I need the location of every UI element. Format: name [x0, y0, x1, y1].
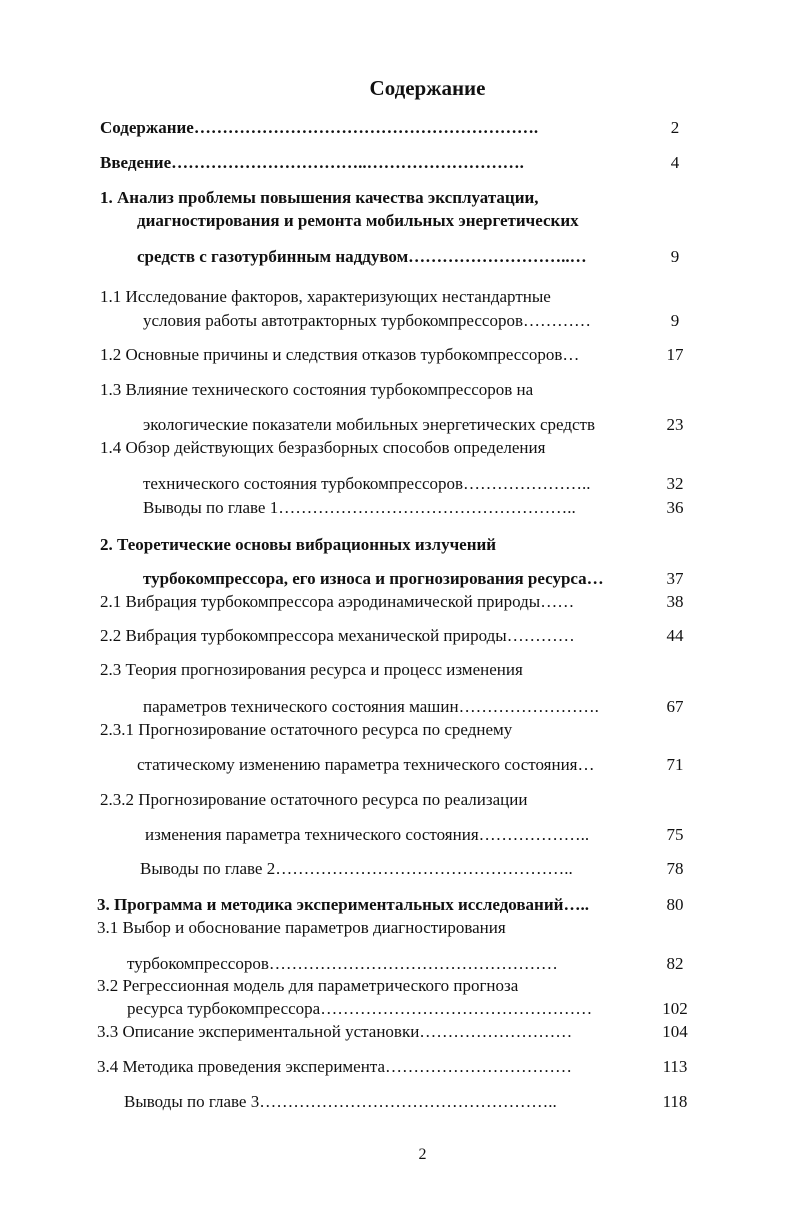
toc-entry-page: 118 — [662, 1092, 688, 1111]
toc-entry-text: экологические показатели мобильных энергетических средств — [143, 415, 595, 434]
toc-entry-page: 4 — [670, 153, 680, 172]
toc-entry-text: 1.1 Исследование факторов, характеризующих нестандартные — [100, 287, 551, 306]
toc-entry-text: 2.3.2 Прогнозирование остаточного ресурса по реализации — [100, 790, 528, 809]
toc-entry-text: статическому изменению параметра технического состояния… — [137, 755, 595, 774]
toc-entry-text: 1.2 Основные причины и следствия отказов турбокомпрессоров… — [100, 345, 580, 364]
page-title: Содержание — [369, 76, 486, 100]
toc-entry-text: 1.4 Обзор действующих безразборных способов определения — [100, 438, 546, 457]
toc-entry-page: 71 — [666, 755, 684, 774]
toc-entry-text: турбокомпрессора, его износа и прогнозирования ресурса… — [143, 569, 604, 588]
toc-entry-page: 44 — [666, 626, 684, 645]
toc-entry-text: 2.3.1 Прогнозирование остаточного ресурса по среднему — [100, 720, 513, 739]
toc-entry-text: изменения параметра технического состояния……………….. — [145, 825, 590, 844]
toc-entry-page: 9 — [670, 311, 680, 330]
toc-entry-page: 113 — [662, 1057, 688, 1076]
toc-entry-text: 2.3 Теория прогнозирования ресурса и процесс изменения — [100, 660, 523, 679]
toc-entry-text: технического состояния турбокомпрессоров………………….. — [143, 474, 591, 493]
toc-entry-page: 2 — [670, 118, 680, 137]
toc-entry-page: 67 — [666, 697, 684, 716]
toc-entry-text: Введение……………………………..………………………. — [100, 153, 524, 172]
toc-entry-page: 37 — [666, 569, 684, 588]
toc-entry-text: ресурса турбокомпрессора………………………………………… — [127, 999, 593, 1018]
toc-entry-text: условия работы автотракторных турбокомпрессоров………… — [143, 311, 591, 330]
toc-entry-text: 1. Анализ проблемы повышения качества эксплуатации, — [100, 188, 539, 207]
toc-entry-text: параметров технического состояния машин……………………. — [143, 697, 599, 716]
toc-entry-text: 3.4 Методика проведения эксперимента…………………………… — [97, 1057, 573, 1076]
toc-entry-text: 3.1 Выбор и обоснование параметров диагностирования — [97, 918, 506, 937]
toc-entry-page: 23 — [666, 415, 684, 434]
toc-entry-page: 38 — [666, 592, 684, 611]
toc-entry-text: турбокомпрессоров…………………………………………… — [127, 954, 558, 973]
page-number: 2 — [418, 1146, 427, 1163]
toc-entry-page: 17 — [666, 345, 684, 364]
toc-entry-text: Выводы по главе 2…………………………………………….. — [140, 859, 573, 878]
toc-entry-page: 104 — [662, 1022, 688, 1041]
toc-entry-text: 2. Теоретические основы вибрационных излучений — [100, 535, 497, 554]
toc-entry-page: 82 — [666, 954, 684, 973]
toc-entry-text: 2.1 Вибрация турбокомпрессора аэродинамической природы…… — [100, 592, 575, 611]
toc-entry-text: Выводы по главе 3…………………………………………….. — [124, 1092, 557, 1111]
toc-entry-text: 2.2 Вибрация турбокомпрессора механической природы………… — [100, 626, 575, 645]
toc-entry-page: 32 — [666, 474, 684, 493]
toc-entry-page: 78 — [666, 859, 684, 878]
toc-entry-text: Выводы по главе 1…………………………………………….. — [143, 498, 576, 517]
toc-entry-text: 3. Программа и методика экспериментальных исследований….. — [97, 895, 589, 914]
toc-entry-page: 9 — [670, 247, 680, 266]
toc-entry-page: 80 — [666, 895, 684, 914]
toc-entry-page: 102 — [662, 999, 688, 1018]
toc-entry-text: 1.3 Влияние технического состояния турбокомпрессоров на — [100, 380, 534, 399]
toc-entry-page: 36 — [666, 498, 684, 517]
toc-entry-text: 3.3 Описание экспериментальной установки……………………… — [97, 1022, 573, 1041]
toc-entry-text: Содержание……………………………………………………. — [100, 118, 539, 137]
toc-entry-page: 75 — [666, 825, 684, 844]
toc-entry-text: диагностирования и ремонта мобильных энергетических — [137, 211, 579, 230]
toc-entry-text: средств с газотурбинным наддувом………………………..… — [137, 247, 587, 266]
toc-entry-text: 3.2 Регрессионная модель для параметрического прогноза — [97, 976, 519, 995]
